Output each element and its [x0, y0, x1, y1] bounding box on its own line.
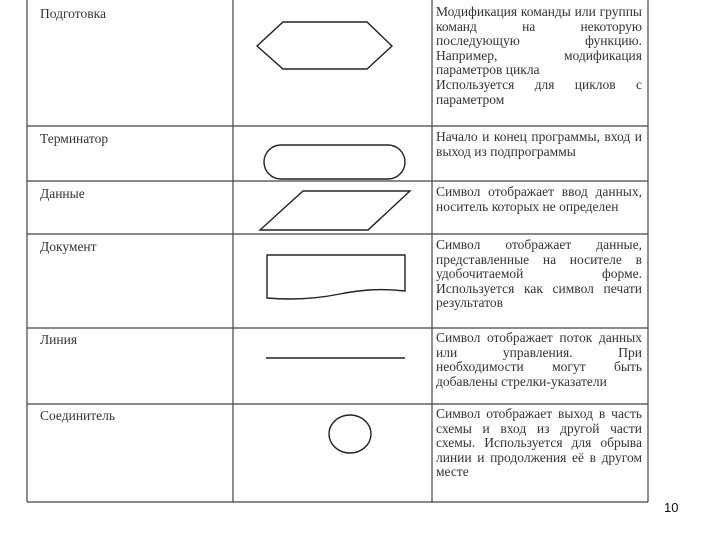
- symbol-name-terminator: Терминатор: [40, 131, 109, 146]
- symbol-name-line: Линия: [40, 332, 78, 347]
- symbol-description-connector: Символ отображает выход в часть схемы и вход из другой части схемы. Используется для обрыва линии и продолжения её в другом месте: [436, 406, 642, 480]
- symbol-description-line: Символ отображает поток данных или управления. При необходимости могут быть добавлены стрелки-указатели: [436, 330, 642, 389]
- symbol-description-terminator: Начало и конец программы, вход и выход из подпрограммы: [436, 129, 642, 159]
- symbol-name-preparation: Подготовка: [40, 6, 106, 21]
- symbol-name-connector: Соединитель: [40, 408, 116, 423]
- page-number: 10: [664, 500, 679, 515]
- symbol-name-document: Документ: [40, 239, 97, 254]
- symbol-description-document: Символ отображает данные, представленные на носителе в удобочитаемой форме. Используется как символ печати результатов: [436, 237, 642, 311]
- symbol-name-data: Данные: [40, 186, 85, 201]
- symbol-description-preparation: Модификация команды или группы команд на некоторую последующую функцию. Например, модификация параметров цикла Используется для циклов с параметром: [436, 4, 642, 107]
- symbol-description-data: Символ отображает ввод данных, носитель которых не определен: [436, 184, 642, 214]
